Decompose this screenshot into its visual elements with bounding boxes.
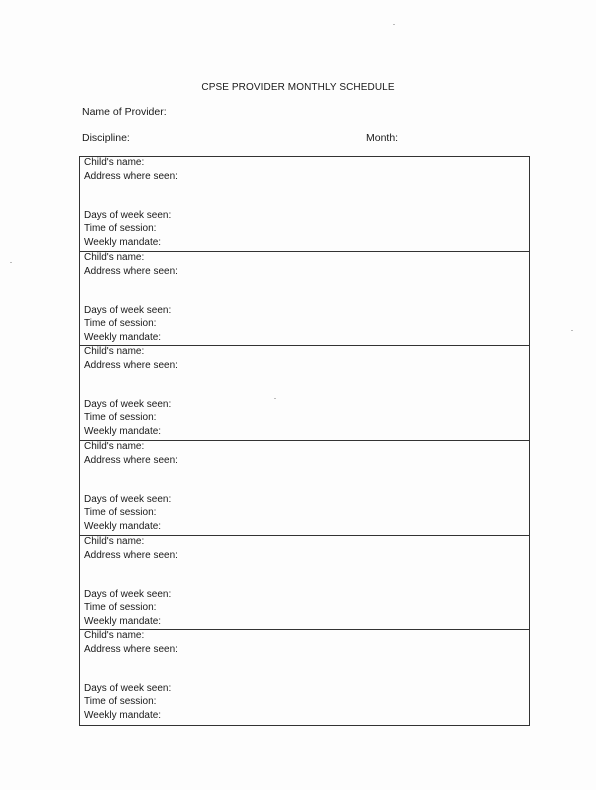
address-label: Address where seen: (84, 455, 178, 467)
weekly-mandate-label: Weekly mandate: (84, 331, 162, 343)
days-of-week-label: Days of week seen: (84, 210, 172, 221)
weekly-mandate-label: Weekly mandate: (84, 615, 162, 627)
days-of-week-label: Days of week seen: (84, 683, 172, 695)
weekly-mandate-label: Weekly mandate: (84, 521, 162, 533)
address-label: Address where seen: (84, 644, 178, 656)
scan-speck (571, 330, 573, 331)
weekly-mandate-label: Weekly mandate: (84, 237, 162, 248)
month-label: Month: (366, 132, 399, 144)
schedule-entry (80, 346, 529, 441)
child-name-label: Child's name: (84, 535, 145, 547)
time-of-session-label: Time of session: (84, 696, 157, 708)
days-of-week-label: Days of week seen: (84, 304, 172, 316)
address-label: Address where seen: (84, 265, 178, 277)
scan-speck (10, 262, 12, 263)
time-of-session-label: Time of session: (84, 223, 157, 234)
days-of-week-label: Days of week seen: (84, 588, 172, 600)
child-name-label: Child's name: (84, 441, 145, 453)
time-of-session-label: Time of session: (84, 412, 157, 424)
weekly-mandate-label: Weekly mandate: (84, 426, 162, 438)
schedule-table (79, 156, 530, 726)
scan-speck (274, 398, 276, 399)
child-name-label: Child's name: (84, 157, 145, 168)
child-name-label: Child's name: (84, 346, 145, 358)
time-of-session-label: Time of session: (84, 317, 157, 329)
schedule-entry (80, 252, 529, 347)
scan-speck (393, 24, 395, 25)
child-name-label: Child's name: (84, 630, 145, 642)
address-label: Address where seen: (84, 360, 178, 372)
time-of-session-label: Time of session: (84, 507, 157, 519)
schedule-entry (80, 157, 529, 252)
schedule-entry (80, 441, 529, 536)
document-title: CPSE PROVIDER MONTHLY SCHEDULE (201, 82, 395, 93)
address-label: Address where seen: (84, 549, 178, 561)
name-of-provider-label: Name of Provider: (82, 106, 167, 118)
schedule-entry (80, 536, 529, 631)
days-of-week-label: Days of week seen: (84, 399, 172, 411)
time-of-session-label: Time of session: (84, 601, 157, 613)
address-label: Address where seen: (84, 171, 178, 182)
child-name-label: Child's name: (84, 251, 145, 263)
weekly-mandate-label: Weekly mandate: (84, 710, 162, 722)
discipline-label: Discipline: (82, 132, 130, 144)
days-of-week-label: Days of week seen: (84, 494, 172, 506)
schedule-entry (80, 630, 529, 725)
